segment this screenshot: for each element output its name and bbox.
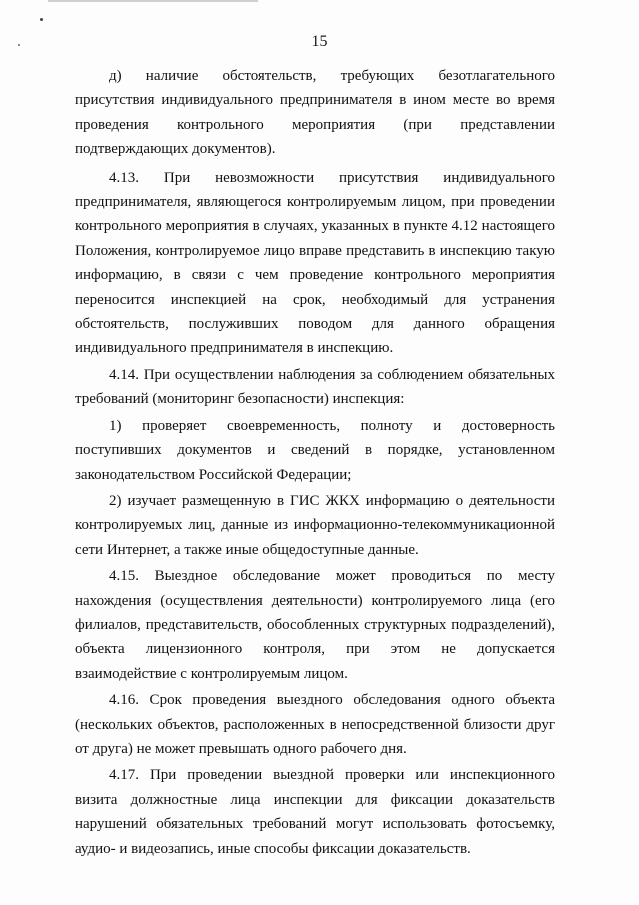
page-number: 15 [311, 33, 328, 50]
paragraph-4-14-item-1: 1) проверяет своевременность, полноту и достоверность поступивших документов и сведений в порядке, установленном законодательством Российской Федерации; [75, 417, 555, 483]
paragraph-item-d: д) наличие обстоятельств, требующих безотлагательного присутствия индивидуального предпринимателя в ином месте во время проведения контрольного мероприятия (при представлении подтверждающих документов). [75, 68, 555, 158]
paragraph-4-15: 4.15. Выездное обследование может проводиться по месту нахождения (осуществления деятельности) контролируемого лица (его филиалов, представительств, обособленных структурных подразделений), объекта лицензионного контроля, при этом не допускается взаимодействие с контролируемым лицом. [75, 568, 555, 682]
paragraph-4-13: 4.13. При невозможности присутствия индивидуального предпринимателя, являющегося контролируемым лицом, при проведении контрольного мероприятия в случаях, указанных в пункте 4.12 настоящего Положения, контролируемое лицо вправе представить в инспекцию такую информацию, в связи с чем проведение контрольного мероприятия переносится инспекцией на срок, необходимый для устранения обстоятельств, послуживших поводом для данного обращения индивидуального предпринимателя в инспекцию. [75, 169, 555, 357]
document-body [75, 64, 555, 861]
scan-artifact-line [48, 0, 258, 2]
paragraph-4-17: 4.17. При проведении выездной проверки или инспекционного визита должностные лица инспекции для фиксации доказательств нарушений обязательных требований могут использовать фотосъемку, аудио- и видеозапись, иные способы фиксации доказательств. [75, 767, 555, 857]
paragraph-4-14: 4.14. При осуществлении наблюдения за соблюдением обязательных требований (мониторинг безопасности) инспекция: [75, 366, 555, 408]
paragraph-4-16: 4.16. Срок проведения выездного обследования одного объекта (нескольких объектов, расположенных в непосредственной близости друг от друга) не может превышать одного рабочего дня. [75, 692, 555, 757]
paragraph-4-14-item-2: 2) изучает размещенную в ГИС ЖКХ информацию о деятельности контролируемых лиц, данные из информационно-телекоммуникационной сети Интернет, а также иные общедоступные данные. [75, 492, 555, 558]
scan-artifact-dot [40, 18, 43, 21]
